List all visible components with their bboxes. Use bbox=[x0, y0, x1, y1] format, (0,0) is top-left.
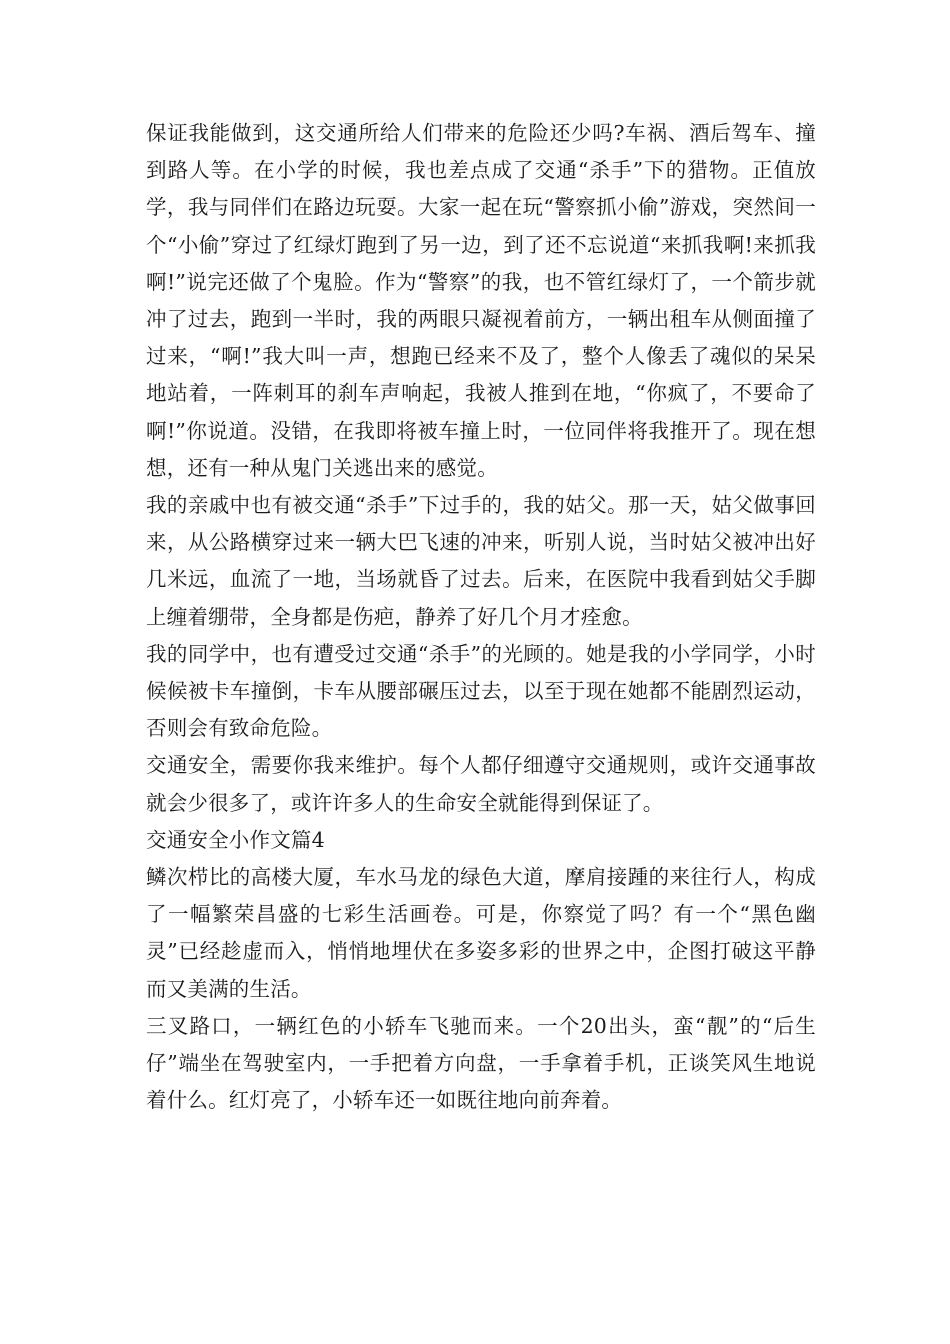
paragraph-uncle-accident: 我的亲戚中也有被交通“杀手”下过手的，我的姑父。那一天，姑父做事回来，从公路横穿过来一辆大巴飞速的冲来，听别人说，当时姑父被冲出好几米远，血流了一地，当场就昏了过去。后来，在医院中我看到姑父手脚上缠着绷带，全身都是伤疤，静养了好几个月才痊愈。 bbox=[146, 493, 816, 629]
paragraph-intersection: 三叉路口，一辆红色的小轿车飞驰而来。一个20出头，蛮“靓”的“后生仔”端坐在驾驶室内，一手把着方向盘，一手拿着手机，正谈笑风生地说着什么。红灯亮了，小轿车还一如既往地向前奔着。 bbox=[146, 1013, 816, 1113]
paragraph-city-scene: 鳞次栉比的高楼大厦，车水马龙的绿色大道，摩肩接踵的来往行人，构成了一幅繁荣昌盛的七彩生活画卷。可是，你察觉了吗？有一个“黑色幽灵”已经趁虚而入，悄悄地埋伏在多姿多彩的世界之中，企图打破这平静而又美满的生活。 bbox=[146, 865, 816, 1001]
paragraph-near-miss: 保证我能做到，这交通所给人们带来的危险还少吗?车祸、酒后驾车、撞到路人等。在小学的时候，我也差点成了交通“杀手”下的猎物。正值放学，我与同伴们在路边玩耍。大家一起在玩“警察抓小偷”游戏，突然间一个“小偷”穿过了红绿灯跑到了另一边，到了还不忘说道“来抓我啊!来抓我啊!”说完还做了个鬼脸。作为“警察”的我，也不管红绿灯了，一个箭步就冲了过去，跑到一半时，我的两眼只凝视着前方，一辆出租车从侧面撞了过来，“啊!”我大叫一声，想跑已经来不及了，整个人像丢了魂似的呆呆地站着，一阵刺耳的刹车声响起，我被人推到在地，“你疯了，不要命了啊!”你说道。没错，在我即将被车撞上时，一位同伴将我推开了。现在想想，还有一种从鬼门关逃出来的感觉。 bbox=[146, 121, 816, 480]
section-heading: 交通安全小作文篇4 bbox=[146, 827, 325, 852]
document-body bbox=[146, 115, 816, 1119]
paragraph-classmate-accident: 我的同学中，也有遭受过交通“杀手”的光顾的。她是我的小学同学，小时候候被卡车撞倒，卡车从腰部碾压过去，以至于现在她都不能剧烈运动，否则会有致命危险。 bbox=[146, 641, 816, 741]
paragraph-conclusion: 交通安全，需要你我来维护。每个人都仔细遵守交通规则，或许交通事故就会少很多了，或许许多人的生命安全就能得到保证了。 bbox=[146, 753, 816, 815]
